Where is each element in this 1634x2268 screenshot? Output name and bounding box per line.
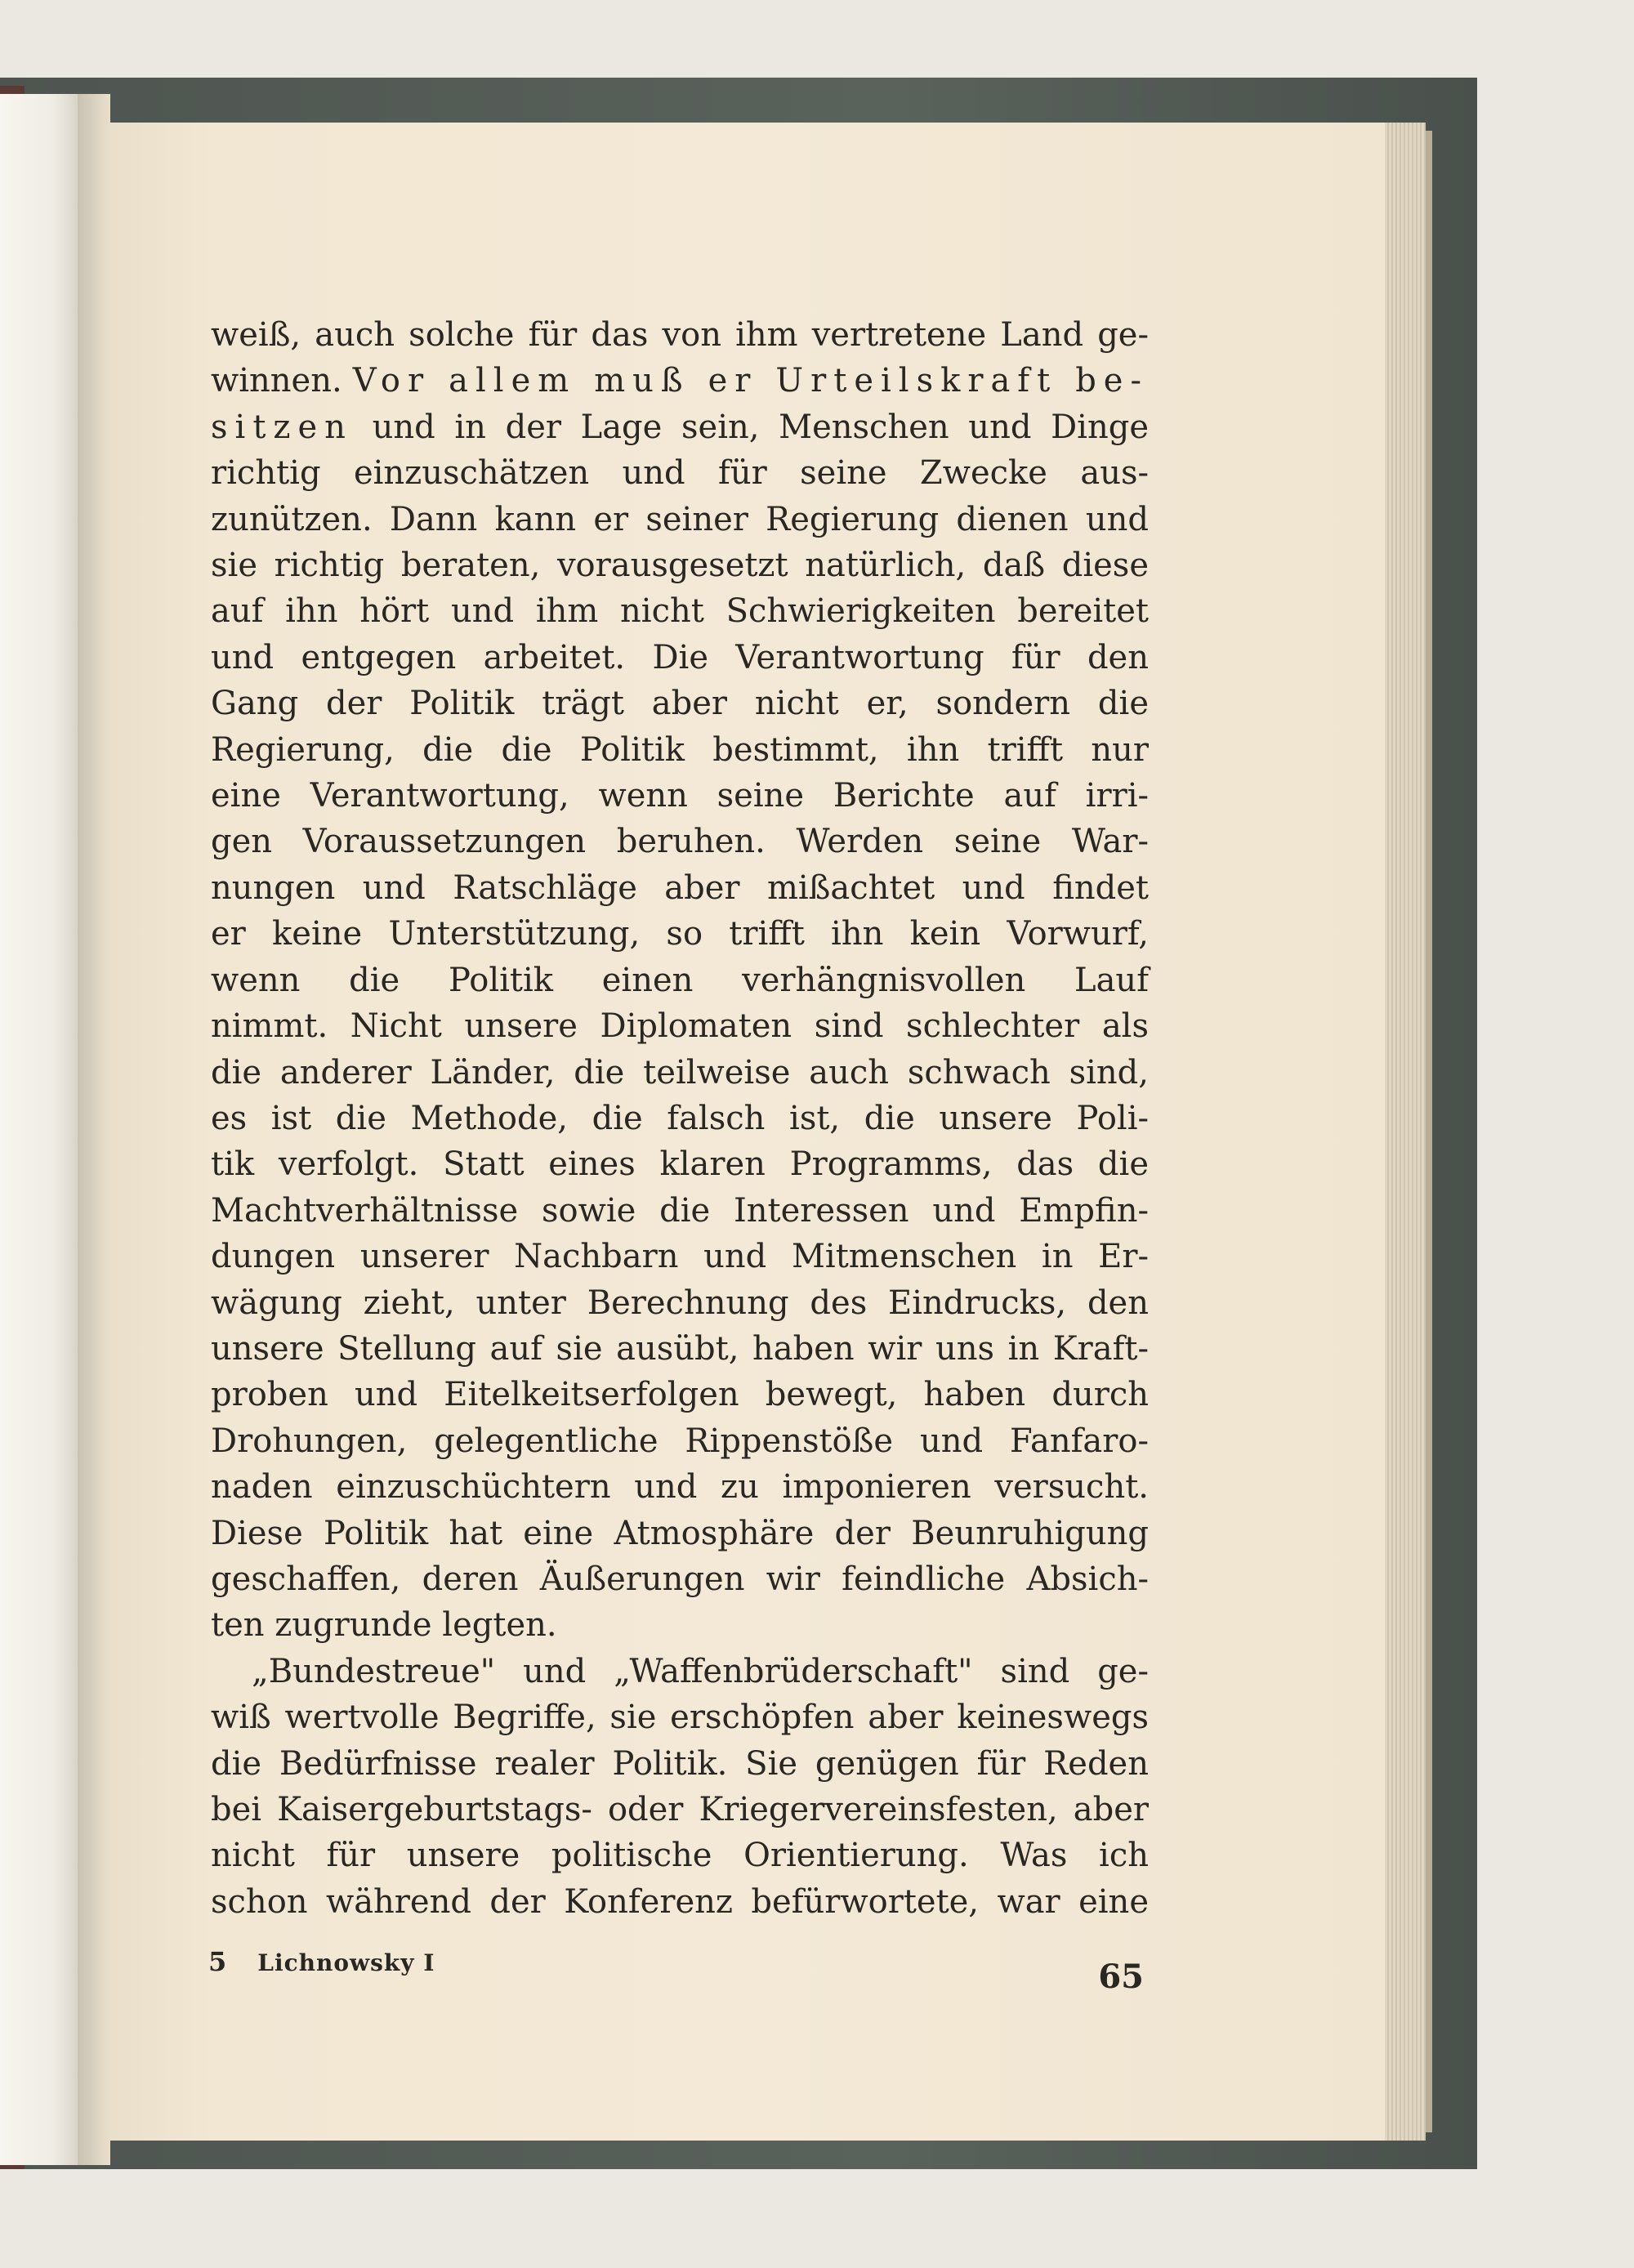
text-line: wägung zieht, unter Berechnung des Eindrucks, den <box>211 1284 1149 1322</box>
spaced-text: Vor allem muß er Urteilskraft be- <box>352 362 1149 400</box>
page-edge <box>1426 131 1432 2132</box>
spaced-text: sitzen <box>211 408 353 446</box>
text-line <box>211 404 1149 450</box>
page-stack <box>1385 123 1426 2141</box>
signature-number: 5 <box>208 1946 227 1977</box>
text-line: „Bundestreue" und „Waffenbrüderschaft" sind ge- <box>252 1652 1149 1690</box>
text-line: dungen unserer Nachbarn und Mitmenschen in Er- <box>211 1238 1149 1276</box>
text-line: Regierung, die die Politik bestimmt, ihn trifft nur <box>211 730 1149 769</box>
text-line: geschaffen, deren Äußerungen wir feindliche Absich- <box>211 1560 1149 1598</box>
text-line: wiß wertvolle Begriffe, sie erschöpfen aber keineswegs <box>211 1699 1149 1737</box>
text-line: unsere Stellung auf sie ausübt, haben wir uns in Kraft- <box>211 1329 1149 1368</box>
text-line: ten zugrunde legten. <box>211 1606 557 1645</box>
text-line: tik verfolgt. Statt eines klaren Programms, das die <box>211 1145 1149 1184</box>
text-line: gen Voraussetzungen beruhen. Werden seine War- <box>211 823 1149 861</box>
text-line: Diese Politik hat eine Atmosphäre der Beunruhigung <box>211 1514 1149 1552</box>
signature-name: Lichnowsky I <box>257 1949 435 1976</box>
text-line: proben und Eitelkeitserfolgen bewegt, haben durch <box>211 1376 1149 1414</box>
text-line: sie richtig beraten, vorausgesetzt natürlich, daß diese <box>211 547 1149 585</box>
text-line: nungen und Ratschläge aber mißachtet und findet <box>211 868 1149 907</box>
text-line <box>211 358 1149 404</box>
text-line: eine Verantwortung, wenn seine Berichte auf irri- <box>211 777 1149 815</box>
gutter-shadow <box>78 94 110 2165</box>
text-line: richtig einzuschätzen und für seine Zwecke aus- <box>211 454 1149 493</box>
text-line: auf ihn hört und ihm nicht Schwierigkeiten bereitet <box>211 592 1149 631</box>
text-line: naden einzuschüchtern und zu imponieren versucht. <box>211 1468 1149 1507</box>
text-line: wenn die Politik einen verhängnisvollen Lauf <box>211 961 1149 999</box>
text-line: die Bedürfnisse realer Politik. Sie genügen für Reden <box>211 1744 1149 1783</box>
text-line: er keine Unterstützung, so trifft ihn kein Vorwurf, <box>211 915 1149 953</box>
signature-mark <box>208 1946 435 1977</box>
text-line: die anderer Länder, die teilweise auch schwach sind, <box>211 1053 1149 1092</box>
text-line: Drohungen, gelegentliche Rippenstöße und Fanfaro- <box>211 1422 1149 1460</box>
text-line: Machtverhältnisse sowie die Interessen und Empfin- <box>211 1191 1149 1230</box>
left-page-edge <box>0 94 78 2165</box>
text-line: und entgegen arbeitet. Die Verantwortung für den <box>211 638 1149 676</box>
page-number: 65 <box>1098 1958 1144 1996</box>
text-line: schon während der Konferenz befürwortete, war eine <box>211 1882 1149 1921</box>
text-line: weiß, auch solche für das von ihm vertretene Land ge- <box>211 316 1149 354</box>
text-segment: winnen. <box>211 362 342 400</box>
text-line: Gang der Politik trägt aber nicht er, sondern die <box>211 685 1149 723</box>
text-segment: und in der Lage sein, Menschen und Dinge <box>372 408 1149 446</box>
text-line: nimmt. Nicht unsere Diplomaten sind schlechter als <box>211 1007 1149 1046</box>
text-line: es ist die Methode, die falsch ist, die unsere Poli- <box>211 1099 1149 1137</box>
text-line: bei Kaisergeburtstags- oder Kriegervereinsfesten, aber <box>211 1791 1149 1828</box>
text-line: zunützen. Dann kann er seiner Regierung dienen und <box>211 500 1149 538</box>
body-text <box>211 312 1149 1925</box>
text-line: nicht für unsere politische Orientierung. Was ich <box>211 1837 1149 1875</box>
